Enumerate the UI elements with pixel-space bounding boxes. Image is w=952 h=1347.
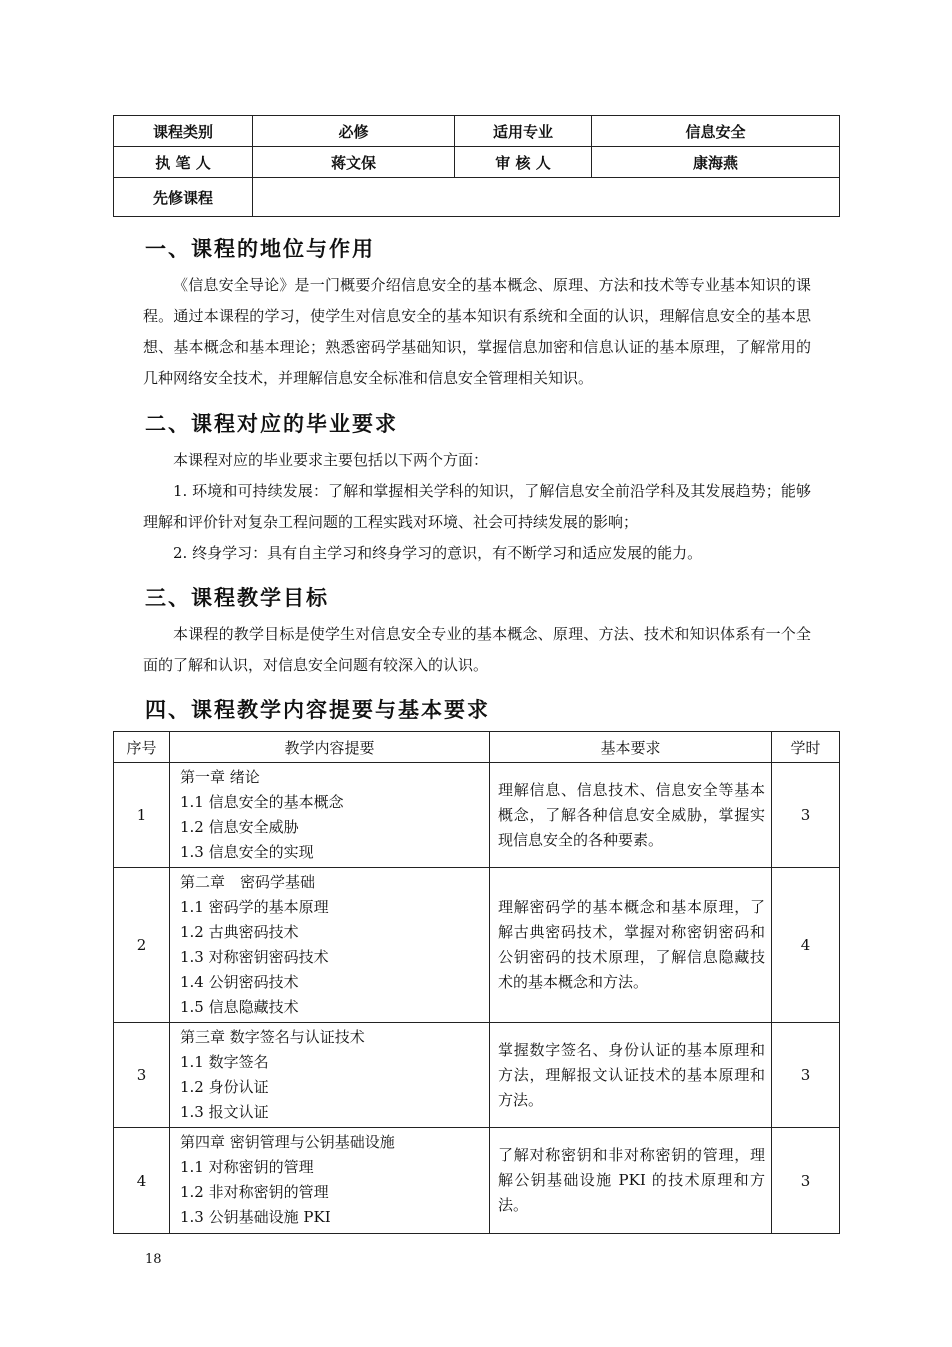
subsection: 1.1 数字签名 xyxy=(180,1053,269,1071)
row-hours: 3 xyxy=(772,1023,840,1128)
paragraph: 《信息安全导论》是一门概要介绍信息安全的基本概念、原理、方法和技术等专业基本知识的课程。通过本课程的学习，使学生对信息安全的基本知识有系统和全面的认识，理解信息安全的基本思想、基本概念和基本理论；熟悉密码学基础知识，掌握信息加密和信息认证的基本原理，了解常用的几种网络安全技术，并理解信息安全标准和信息安全管理相关知识。 xyxy=(143,276,811,387)
subsection: 1.5 信息隐藏技术 xyxy=(180,998,299,1016)
row-requirement: 掌握数字签名、身份认证的基本原理和方法，理解报文认证技术的基本原理和方法。 xyxy=(490,1023,772,1128)
info-value-category: 必修 xyxy=(253,116,455,147)
table-row xyxy=(114,1128,840,1234)
subsection: 1.2 身份认证 xyxy=(180,1078,269,1096)
paragraph: 本课程的教学目标是使学生对信息安全专业的基本概念、原理、方法、技术和知识体系有一个全面的了解和认识，对信息安全问题有较深入的认识。 xyxy=(143,625,811,674)
info-label-prerequisite: 先修课程 xyxy=(114,178,253,217)
row-num: 3 xyxy=(114,1023,170,1128)
subsection: 1.4 公钥密码技术 xyxy=(180,973,299,991)
subsection: 1.2 信息安全威胁 xyxy=(180,818,299,836)
subsection: 1.3 公钥基础设施 PKI xyxy=(180,1208,331,1226)
info-value-reviewer: 康海燕 xyxy=(592,147,840,178)
section-title-4: 四、课程教学内容提要与基本要求 xyxy=(145,698,490,722)
row-requirement: 理解密码学的基本概念和基本原理，了解古典密码技术，掌握对称密钥密码和公钥密码的技术原理，了解信息隐藏技术的基本概念和方法。 xyxy=(490,868,772,1023)
section-title-2: 二、课程对应的毕业要求 xyxy=(145,412,398,436)
header-num: 序号 xyxy=(114,732,170,763)
info-label-reviewer: 审 核 人 xyxy=(455,147,592,178)
subsection: 1.1 信息安全的基本概念 xyxy=(180,793,344,811)
chapter-title: 第二章 密码学基础 xyxy=(180,873,316,891)
chapter-title: 第一章 绪论 xyxy=(180,768,260,786)
row-hours: 4 xyxy=(772,868,840,1023)
row-num: 2 xyxy=(114,868,170,1023)
info-value-prerequisite xyxy=(253,178,840,217)
table-header-row xyxy=(114,732,840,763)
row-items xyxy=(170,763,490,868)
list-item: 2. 终身学习：具有自主学习和终身学习的意识，有不断学习和适应发展的能力。 xyxy=(173,544,703,562)
row-items xyxy=(170,1023,490,1128)
section-body-2 xyxy=(143,445,811,569)
table-row xyxy=(114,763,840,868)
info-row xyxy=(114,116,840,147)
section-title-1: 一、课程的地位与作用 xyxy=(145,237,375,261)
row-items xyxy=(170,1128,490,1234)
subsection: 1.2 古典密码技术 xyxy=(180,923,299,941)
header-hours: 学时 xyxy=(772,732,840,763)
info-row xyxy=(114,147,840,178)
info-label-category: 课程类别 xyxy=(114,116,253,147)
subsection: 1.3 对称密钥密码技术 xyxy=(180,948,329,966)
info-label-author: 执 笔 人 xyxy=(114,147,253,178)
row-hours: 3 xyxy=(772,1128,840,1234)
subsection: 1.1 密码学的基本原理 xyxy=(180,898,329,916)
info-label-major: 适用专业 xyxy=(455,116,592,147)
list-item: 1. 环境和可持续发展：了解和掌握相关学科的知识，了解信息安全前沿学科及其发展趋势；能够理解和评价针对复杂工程问题的工程实践对环境、社会可持续发展的影响； xyxy=(143,482,811,531)
row-num: 4 xyxy=(114,1128,170,1234)
section-title-3: 三、课程教学目标 xyxy=(145,586,329,610)
row-hours: 3 xyxy=(772,763,840,868)
table-row xyxy=(114,1023,840,1128)
info-value-author: 蒋文保 xyxy=(253,147,455,178)
subsection: 1.3 报文认证 xyxy=(180,1103,269,1121)
row-items xyxy=(170,868,490,1023)
chapter-title: 第四章 密钥管理与公钥基础设施 xyxy=(180,1133,395,1151)
subsection: 1.3 信息安全的实现 xyxy=(180,843,314,861)
row-num: 1 xyxy=(114,763,170,868)
course-info-table xyxy=(113,115,840,217)
header-content: 教学内容提要 xyxy=(170,732,490,763)
subsection: 1.1 对称密钥的管理 xyxy=(180,1158,314,1176)
section-body-3 xyxy=(143,619,811,681)
content-table xyxy=(113,731,840,1234)
info-value-major: 信息安全 xyxy=(592,116,840,147)
page-number: 18 xyxy=(145,1252,162,1267)
paragraph: 本课程对应的毕业要求主要包括以下两个方面： xyxy=(173,451,489,469)
table-row xyxy=(114,868,840,1023)
chapter-title: 第三章 数字签名与认证技术 xyxy=(180,1028,365,1046)
row-requirement: 了解对称密钥和非对称密钥的管理，理解公钥基础设施 PKI 的技术原理和方法。 xyxy=(490,1128,772,1234)
header-requirement: 基本要求 xyxy=(490,732,772,763)
section-body-1 xyxy=(143,270,811,394)
subsection: 1.2 非对称密钥的管理 xyxy=(180,1183,329,1201)
info-row xyxy=(114,178,840,217)
row-requirement: 理解信息、信息技术、信息安全等基本概念，了解各种信息安全威胁，掌握实现信息安全的各种要素。 xyxy=(490,763,772,868)
